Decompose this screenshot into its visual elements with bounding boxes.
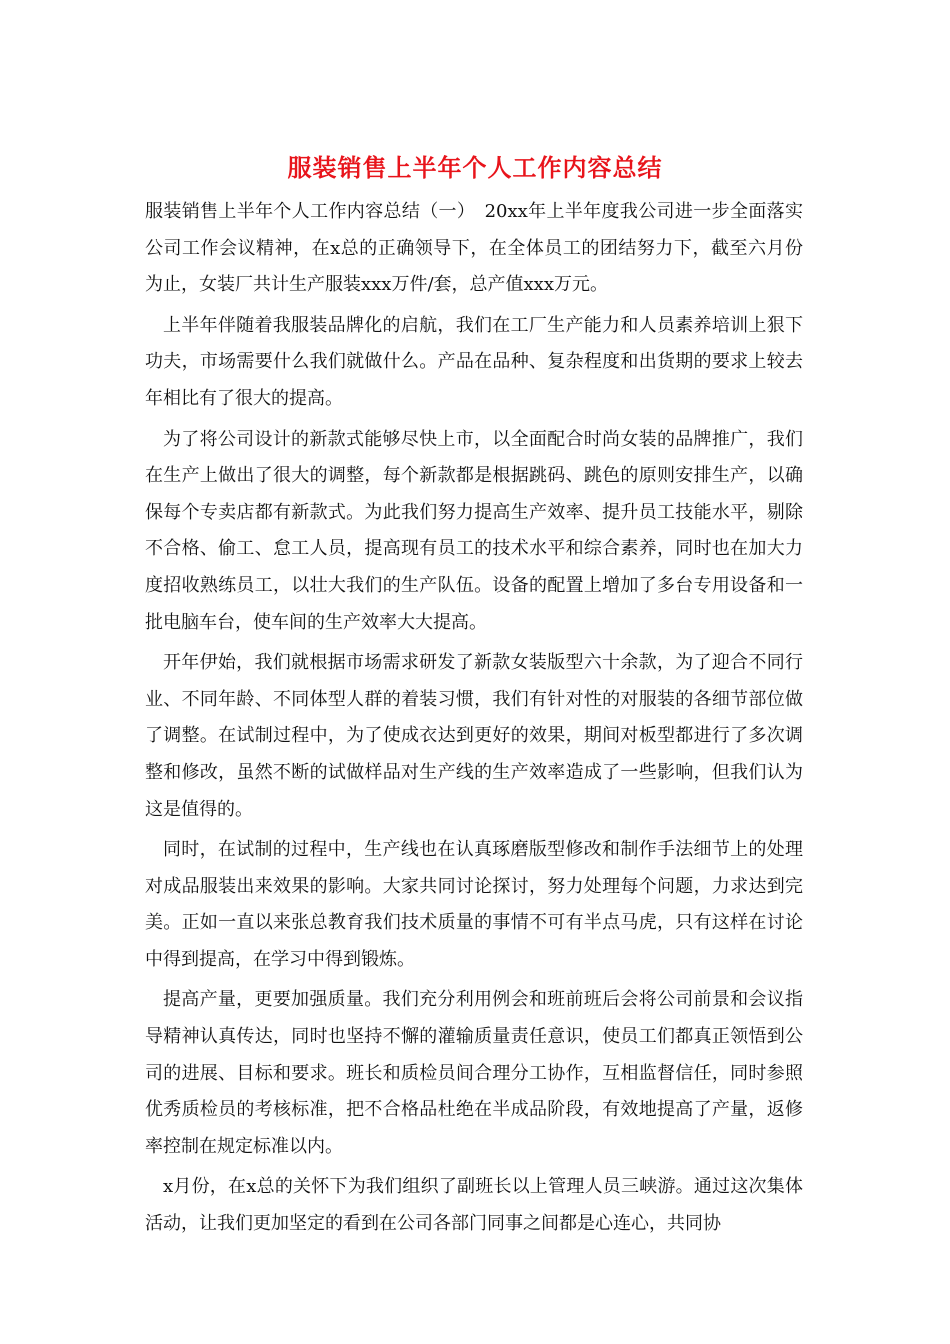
paragraph: 开年伊始，我们就根据市场需求研发了新款女装版型六十余款，为了迎合不同行业、不同年龄、不同体型人群的着装习惯，我们有针对性的对服装的各细节部位做了调整。在试制过程中，为了使成衣达到更好的效果，期间对板型都进行了多次调整和修改，虽然不断的试做样品对生产线的生产效率造成了一些影响，但我们认为这是值得的。 [145, 652, 803, 820]
paragraph: 上半年伴随着我服装品牌化的启航，我们在工厂生产能力和人员素养培训上狠下功夫，市场需要什么我们就做什么。产品在品种、复杂程度和出货期的要求上较去年相比有了很大的提高。 [145, 314, 803, 409]
paragraph: 同时，在试制的过程中，生产线也在认真琢磨版型修改和制作手法细节上的处理对成品服装出来效果的影响。大家共同讨论探讨，努力处理每个问题，力求达到完美。正如一直以来张总教育我们技术质量的事情不可有半点马虎，只有这样在讨论中得到提高，在学习中得到锻炼。 [145, 839, 803, 970]
paragraph: 为了将公司设计的新款式能够尽快上市，以全面配合时尚女装的品牌推广，我们在生产上做出了很大的调整，每个新款都是根据跳码、跳色的原则安排生产，以确保每个专卖店都有新款式。为此我们努力提高生产效率、提升员工技能水平，剔除不合格、偷工、怠工人员，提高现有员工的技术水平和综合素养，同时也在加大力度招收熟练员工，以壮大我们的生产队伍。设备的配置上增加了多台专用设备和一批电脑车台，使车间的生产效率大大提高。 [145, 428, 803, 633]
document-body [145, 194, 803, 1247]
paragraph: x月份，在x总的关怀下为我们组织了副班长以上管理人员三峡游。通过这次集体活动，让我们更加坚定的看到在公司各部门同事之间都是心连心，共同协 [145, 1176, 803, 1235]
paragraph: 服装销售上半年个人工作内容总结（一） 20xx年上半年度我公司进一步全面落实公司工作会议精神，在x总的正确领导下，在全体员工的团结努力下，截至六月份为止，女装厂共计生产服装xxx万件/套，总产值xxx万元。 [145, 201, 803, 296]
paragraph: 提高产量，更要加强质量。我们充分利用例会和班前班后会将公司前景和会议指导精神认真传达，同时也坚持不懈的灌输质量责任意识，使员工们都真正领悟到公司的进展、目标和要求。班长和质检员间合理分工协作，互相监督信任，同时参照优秀质检员的考核标准，把不合格品杜绝在半成品阶段，有效地提高了产量，返修率控制在规定标准以内。 [145, 989, 803, 1157]
document-title: 服装销售上半年个人工作内容总结 [287, 154, 663, 182]
